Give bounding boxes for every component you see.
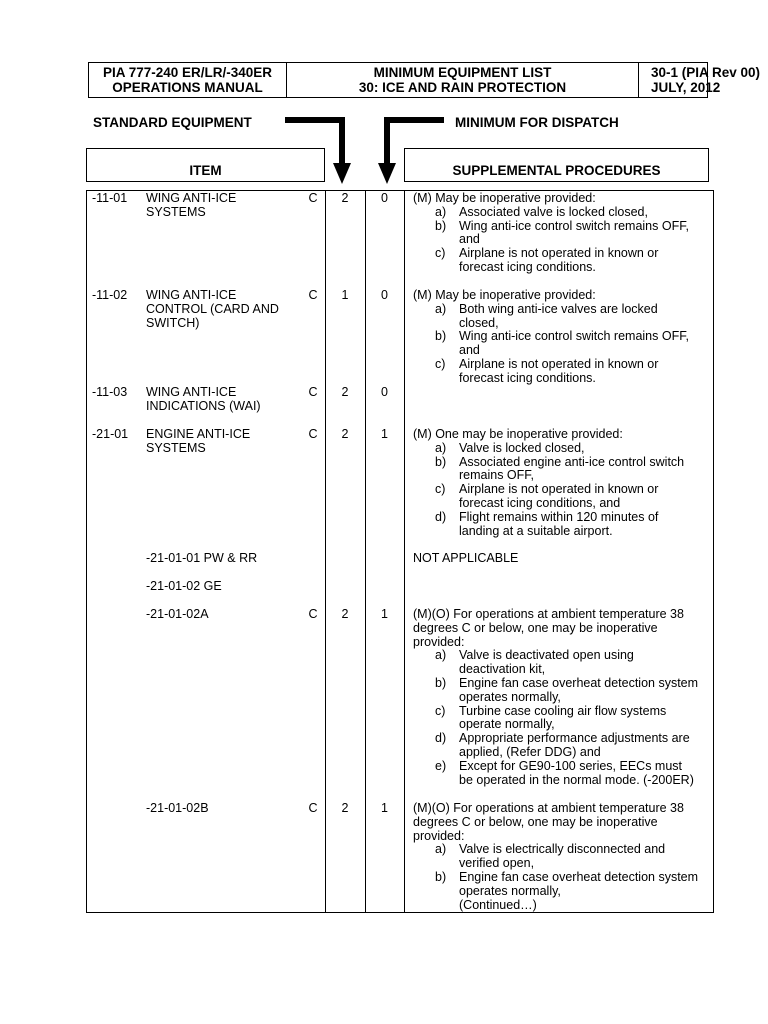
condition-text: Airplane is not operated in known or	[459, 356, 659, 371]
item-name-line: WING ANTI-ICE	[146, 385, 237, 399]
number-installed: 2	[341, 191, 349, 205]
condition-text: Appropriate performance adjustments are	[459, 731, 690, 746]
procedure-condition	[413, 220, 689, 248]
procedure-text: (M) May be inoperative provided:	[413, 288, 596, 302]
item-code: -11-03	[92, 385, 128, 399]
procedure-condition	[413, 330, 689, 358]
procedure-condition	[413, 483, 684, 511]
condition-letter: a)	[435, 301, 447, 316]
item-name	[146, 552, 257, 566]
condition-text: forecast icing conditions, and	[459, 495, 621, 510]
condition-text: Airplane is not operated in known or	[459, 482, 659, 497]
condition-letter: b)	[435, 675, 447, 690]
procedure-condition	[413, 358, 689, 386]
procedure-text: (M)(O) For operations at ambient temperature 38	[413, 801, 684, 815]
item-name	[146, 580, 222, 594]
procedure-text: (M) One may be inoperative provided:	[413, 427, 623, 441]
condition-text: and	[459, 343, 480, 358]
header-chapter-name: 30: ICE AND RAIN PROTECTION	[358, 80, 567, 95]
condition-text: Engine fan case overheat detection system	[459, 869, 699, 884]
condition-text: forecast icing conditions.	[459, 259, 596, 274]
condition-letter: a)	[435, 648, 447, 663]
procedure-text: degrees C or below, one may be inoperative	[413, 814, 658, 829]
condition-text: Associated engine anti-ice control switch	[459, 454, 685, 469]
number-required: 1	[381, 801, 388, 815]
item-name	[146, 608, 209, 622]
procedure-text: provided:	[413, 634, 465, 649]
number-installed: 2	[341, 385, 349, 399]
condition-letter: b)	[435, 869, 447, 884]
condition-text: verified open,	[459, 856, 535, 871]
header-page-number: 30-1 (PIA Rev 00)	[651, 64, 761, 80]
supplemental-procedure	[413, 552, 518, 566]
condition-text: forecast icing conditions.	[459, 370, 596, 385]
condition-text: remains OFF,	[459, 468, 535, 483]
condition-letter: a)	[435, 440, 447, 455]
item-name-line: ENGINE ANTI-ICE	[146, 427, 251, 441]
procedure-condition	[413, 649, 698, 677]
repair-category: C	[308, 288, 318, 302]
condition-text: Valve is deactivated open using	[459, 648, 634, 663]
repair-category: C	[308, 427, 318, 441]
table-left-border	[86, 190, 87, 912]
header-aircraft-model: PIA 777-240 ER/LR/-340ER	[102, 64, 273, 80]
supplemental-procedure	[413, 428, 684, 538]
item-name-line: -21-01-02A	[146, 607, 209, 621]
item-name-line: WING ANTI-ICE	[146, 288, 237, 302]
condition-text: operates normally,	[459, 883, 561, 898]
procedure-condition	[413, 511, 684, 539]
condition-letter: d)	[435, 731, 447, 746]
procedure-condition	[413, 705, 698, 733]
procedure-text: degrees C or below, one may be inoperative	[413, 620, 658, 635]
supplemental-procedures-column-header: SUPPLEMENTAL PROCEDURES	[404, 148, 709, 182]
supplemental-procedure	[413, 802, 698, 912]
item-name-line: SYSTEMS	[146, 204, 206, 219]
procedure-text: NOT APPLICABLE	[413, 551, 519, 565]
item-name	[146, 428, 250, 456]
condition-text: applied, (Refer DDG) and	[459, 744, 601, 759]
procedure-condition	[413, 871, 698, 899]
condition-text: operates normally,	[459, 689, 561, 704]
item-code: -21-01	[92, 427, 129, 441]
procedure-text: provided:	[413, 828, 465, 843]
repair-category: C	[308, 191, 318, 205]
supplemental-procedure	[413, 608, 698, 787]
condition-text: Both wing anti-ice valves are locked	[459, 301, 658, 316]
item-name-line: -21-01-02 GE	[146, 579, 222, 593]
number-installed: 2	[341, 801, 349, 815]
condition-letter: d)	[435, 509, 447, 524]
number-installed: 2	[341, 607, 349, 621]
procedure-condition	[413, 843, 698, 871]
table-right-border	[713, 190, 714, 912]
condition-text: Valve is locked closed,	[459, 440, 585, 455]
condition-letter: c)	[435, 703, 446, 718]
condition-letter: b)	[435, 218, 447, 233]
header-document-name: MINIMUM EQUIPMENT LIST	[373, 64, 552, 80]
item-name	[146, 289, 279, 330]
procedure-condition	[413, 760, 698, 788]
condition-letter: c)	[435, 482, 446, 497]
header-date: JULY, 2012	[651, 80, 721, 95]
item-column-header: ITEM	[86, 148, 325, 182]
condition-text: landing at a suitable airport.	[459, 523, 613, 538]
condition-text: operate normally,	[459, 717, 555, 732]
condition-letter: a)	[435, 204, 447, 219]
procedure-condition	[413, 303, 689, 331]
condition-text: Wing anti-ice control switch remains OFF,	[459, 329, 689, 344]
number-installed: 1	[341, 288, 349, 302]
number-required: 1	[381, 607, 388, 621]
supplemental-procedure	[413, 192, 689, 275]
condition-letter: e)	[435, 758, 447, 773]
item-name-line: WING ANTI-ICE	[146, 191, 237, 205]
item-name-line: -21-01-02B	[146, 801, 209, 815]
procedure-condition	[413, 442, 684, 456]
condition-text: (Continued…)	[459, 897, 537, 912]
column-divider-procedures	[404, 190, 405, 912]
repair-category: C	[308, 801, 318, 815]
procedure-condition	[413, 899, 698, 913]
procedure-text: (M) May be inoperative provided:	[413, 191, 596, 205]
procedure-condition	[413, 456, 684, 484]
repair-category: C	[308, 607, 318, 621]
condition-letter: c)	[435, 246, 446, 261]
condition-letter: a)	[435, 842, 447, 857]
item-name	[146, 192, 236, 220]
item-name-line: SYSTEMS	[146, 440, 206, 455]
procedure-condition	[413, 206, 689, 220]
minimum-for-dispatch-label: MINIMUM FOR DISPATCH	[455, 115, 619, 130]
condition-letter: b)	[435, 329, 447, 344]
condition-letter: c)	[435, 356, 446, 371]
number-installed: 2	[341, 427, 349, 441]
item-name-line: CONTROL (CARD AND	[146, 301, 279, 316]
condition-text: Flight remains within 120 minutes of	[459, 509, 659, 524]
condition-text: Turbine case cooling air flow systems	[459, 703, 667, 718]
item-name-line: SWITCH)	[146, 315, 200, 330]
procedure-condition	[413, 732, 698, 760]
item-name	[146, 802, 209, 816]
procedure-text: (M)(O) For operations at ambient temperature 38	[413, 607, 684, 621]
condition-text: Engine fan case overheat detection system	[459, 675, 699, 690]
item-code: -11-02	[92, 288, 128, 302]
condition-text: Valve is electrically disconnected and	[459, 842, 666, 857]
repair-category: C	[308, 385, 318, 399]
condition-letter: b)	[435, 454, 447, 469]
number-required: 0	[381, 288, 388, 302]
condition-text: Associated valve is locked closed,	[459, 204, 648, 219]
item-name-line: -21-01-01 PW & RR	[146, 551, 258, 565]
item-name	[146, 386, 261, 414]
procedure-condition	[413, 247, 689, 275]
supplemental-procedure	[413, 289, 689, 386]
condition-text: be operated in the normal mode. (-200ER)	[459, 772, 694, 787]
number-required: 0	[381, 191, 388, 205]
condition-text: Wing anti-ice control switch remains OFF,	[459, 218, 689, 233]
item-name-line: INDICATIONS (WAI)	[146, 398, 261, 413]
condition-text: Except for GE90-100 series, EECs must	[459, 758, 683, 773]
condition-text: closed,	[459, 315, 499, 330]
number-required: 1	[381, 427, 388, 441]
number-required: 0	[381, 385, 388, 399]
procedure-condition	[413, 677, 698, 705]
item-code: -11-01	[92, 191, 128, 205]
header-manual-name: OPERATIONS MANUAL	[112, 80, 263, 95]
condition-text: deactivation kit,	[459, 662, 546, 677]
condition-text: Airplane is not operated in known or	[459, 246, 659, 261]
standard-equipment-label: STANDARD EQUIPMENT	[93, 115, 252, 130]
condition-text: and	[459, 232, 480, 247]
